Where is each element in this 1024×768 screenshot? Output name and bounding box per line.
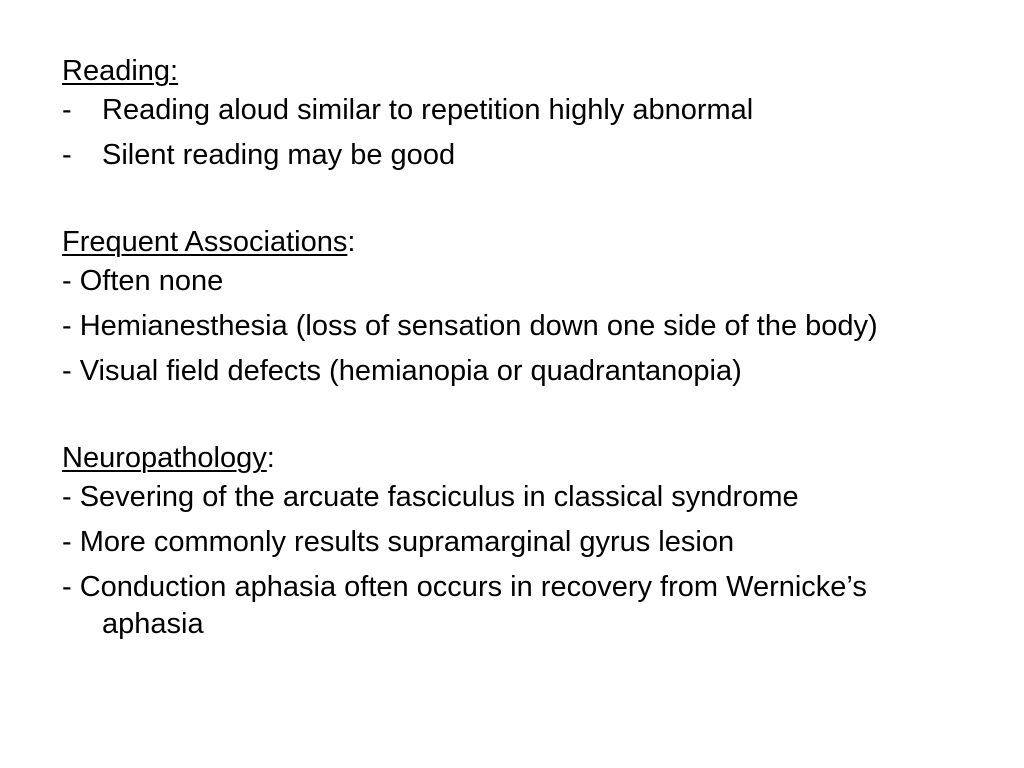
neuropathology-section	[62, 437, 962, 651]
associations-item-2: - Hemianesthesia (loss of sensation down one side of the body)	[62, 310, 878, 342]
neuropathology-heading-text: Neuropathology	[62, 442, 267, 474]
associations-item-3: - Visual field defects (hemianopia or quadrantanopia)	[62, 355, 742, 387]
bullet-dash: -	[62, 94, 72, 126]
associations-item-1: - Often none	[62, 265, 224, 297]
reading-item-2	[62, 137, 962, 182]
neuropathology-heading-colon: :	[266, 442, 275, 474]
reading-heading	[62, 50, 962, 92]
reading-heading-text: Reading:	[62, 55, 179, 87]
associations-section	[62, 221, 962, 398]
section-spacer	[62, 398, 962, 437]
bullet-dash: -	[62, 139, 72, 171]
neuropathology-item-1: - Severing of the arcuate fasciculus in classical syndrome	[62, 481, 799, 513]
reading-item-1	[62, 92, 962, 137]
reading-item-1-text: Reading aloud similar to repetition highly abnormal	[102, 94, 754, 126]
section-spacer	[62, 182, 962, 221]
neuropathology-heading	[62, 437, 962, 479]
reading-item-2-text: Silent reading may be good	[102, 139, 456, 171]
associations-heading-colon: :	[347, 226, 356, 258]
neuropathology-item-2: - More commonly results supramarginal gyrus lesion	[62, 526, 735, 558]
slide-content	[62, 50, 962, 651]
reading-section	[62, 50, 962, 182]
associations-heading-text: Frequent Associations	[62, 226, 348, 258]
neuropathology-item-3: - Conduction aphasia often occurs in recovery from Wernicke’s aphasia	[62, 571, 867, 640]
associations-heading	[62, 221, 962, 263]
